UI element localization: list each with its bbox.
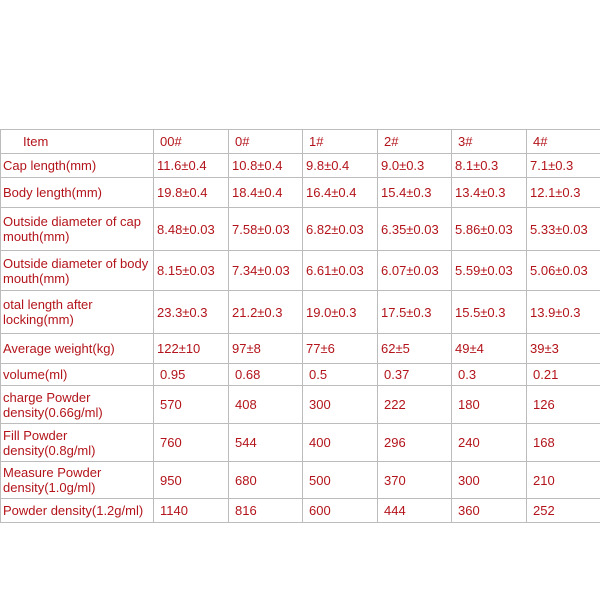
table-cell: 7.1±0.3 [527,154,600,178]
capsule-size-table [0,129,600,523]
column-header-item: Item [1,130,154,154]
table-cell: 240 [452,424,527,462]
table-cell: 23.3±0.3 [154,291,229,334]
table-cell: 9.0±0.3 [378,154,452,178]
table-cell: 300 [452,462,527,499]
table-cell: 6.61±0.03 [303,251,378,291]
table-cell: 408 [229,386,303,424]
column-header-size-2: 2# [378,130,452,154]
table-cell: 0.5 [303,364,378,386]
table-cell: 126 [527,386,600,424]
table-cell: 15.5±0.3 [452,291,527,334]
table-cell: 252 [527,499,600,523]
table-cell: 360 [452,499,527,523]
row-label: Average weight(kg) [1,334,154,364]
column-header-size-3: 3# [452,130,527,154]
table-header-row [1,130,600,154]
table-cell: 180 [452,386,527,424]
table-cell: 0.68 [229,364,303,386]
table-cell: 39±3 [527,334,600,364]
table-row [1,462,600,499]
table-cell: 544 [229,424,303,462]
table-cell: 210 [527,462,600,499]
row-label: Measure Powder density(1.0g/ml) [1,462,154,499]
table-cell: 9.8±0.4 [303,154,378,178]
table-cell: 16.4±0.4 [303,178,378,208]
table-row [1,208,600,251]
table-cell: 6.35±0.03 [378,208,452,251]
table-cell: 370 [378,462,452,499]
table-cell: 5.06±0.03 [527,251,600,291]
table-row [1,291,600,334]
table-cell: 12.1±0.3 [527,178,600,208]
table-cell: 5.59±0.03 [452,251,527,291]
table-cell: 570 [154,386,229,424]
table-cell: 8.48±0.03 [154,208,229,251]
row-label: Powder density(1.2g/ml) [1,499,154,523]
table-cell: 816 [229,499,303,523]
column-header-size-1: 1# [303,130,378,154]
table-row [1,178,600,208]
row-label: Outside diameter of cap mouth(mm) [1,208,154,251]
table-cell: 13.4±0.3 [452,178,527,208]
table-row [1,251,600,291]
capsule-size-table-container [0,129,600,523]
table-cell: 222 [378,386,452,424]
row-label: charge Powder density(0.66g/ml) [1,386,154,424]
table-cell: 5.86±0.03 [452,208,527,251]
table-cell: 18.4±0.4 [229,178,303,208]
table-cell: 49±4 [452,334,527,364]
row-label: Cap length(mm) [1,154,154,178]
table-cell: 600 [303,499,378,523]
table-cell: 8.1±0.3 [452,154,527,178]
row-label: otal length after locking(mm) [1,291,154,334]
table-cell: 6.82±0.03 [303,208,378,251]
table-cell: 77±6 [303,334,378,364]
row-label: Fill Powder density(0.8g/ml) [1,424,154,462]
table-row [1,424,600,462]
table-cell: 7.58±0.03 [229,208,303,251]
table-cell: 296 [378,424,452,462]
column-header-size-4: 4# [527,130,600,154]
table-cell: 6.07±0.03 [378,251,452,291]
table-cell: 0.21 [527,364,600,386]
table-cell: 500 [303,462,378,499]
table-cell: 21.2±0.3 [229,291,303,334]
table-cell: 19.8±0.4 [154,178,229,208]
table-cell: 1140 [154,499,229,523]
table-cell: 680 [229,462,303,499]
column-header-size-00: 00# [154,130,229,154]
table-cell: 10.8±0.4 [229,154,303,178]
table-cell: 7.34±0.03 [229,251,303,291]
table-cell: 13.9±0.3 [527,291,600,334]
table-cell: 97±8 [229,334,303,364]
table-cell: 19.0±0.3 [303,291,378,334]
column-header-size-0: 0# [229,130,303,154]
table-row [1,386,600,424]
table-cell: 168 [527,424,600,462]
table-cell: 0.37 [378,364,452,386]
table-cell: 444 [378,499,452,523]
table-cell: 122±10 [154,334,229,364]
table-cell: 760 [154,424,229,462]
table-row [1,499,600,523]
table-cell: 5.33±0.03 [527,208,600,251]
table-cell: 62±5 [378,334,452,364]
table-row [1,154,600,178]
table-cell: 0.3 [452,364,527,386]
table-cell: 950 [154,462,229,499]
row-label: volume(ml) [1,364,154,386]
table-cell: 8.15±0.03 [154,251,229,291]
table-cell: 15.4±0.3 [378,178,452,208]
row-label: Outside diameter of body mouth(mm) [1,251,154,291]
table-cell: 11.6±0.4 [154,154,229,178]
table-cell: 0.95 [154,364,229,386]
table-cell: 300 [303,386,378,424]
table-cell: 17.5±0.3 [378,291,452,334]
table-row [1,334,600,364]
table-cell: 400 [303,424,378,462]
table-row [1,364,600,386]
row-label: Body length(mm) [1,178,154,208]
